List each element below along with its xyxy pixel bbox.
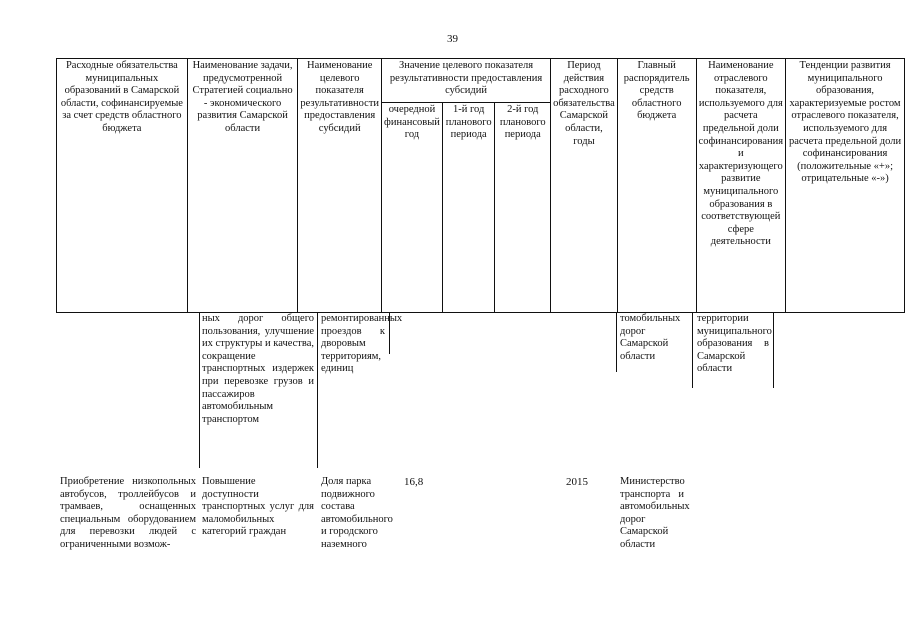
header-col-plan-year-1: 1-й год планового периода	[442, 103, 495, 313]
header-col-obligations: Расходные обязательства муниципальных образований в Самарской области, софинансируемые за счет средств областного бюджета	[57, 59, 188, 313]
row1-manager-text: томобильных дорог Самарской области	[620, 313, 681, 362]
row1-sector-indicator-text: территории муниципального образования в Самарской области	[697, 313, 772, 375]
header-col-sector-indicator: Наименование отраслевого показателя, используемого для расчета предельной доли софинансирования и характеризующего развитие муниципального образования в соответствующей сфере деятельности	[696, 59, 786, 313]
row2-manager-text: Министерство транспорта и автомобильных дорог Самарской области	[620, 476, 690, 550]
header-col-trends: Тенденции развития муниципального образования, характеризуемые ростом отраслевого показателя, используемого для расчета предельной доли софинансирования (положительные «+»; отрицательные «-»)	[786, 59, 905, 313]
row1-task-text: ных дорог общего пользования, улучшение их структуры и качества, сокращение транспортных издержек при перевозке грузов и пассажиров автомобильным транспортом	[202, 313, 314, 425]
header-col-indicator-value-group: Значение целевого показателя результативности предоставления субсидий	[382, 59, 551, 103]
column-divider	[692, 312, 693, 388]
header-col-manager: Главный распорядитель средств областного бюджета	[617, 59, 696, 313]
column-divider	[317, 312, 318, 468]
row2-obligation-text: Приобретение низкопольных автобусов, троллейбусов и трамваев, оснащенных специальным оборудованием для перевозки людей с ограниченными возмож-	[60, 476, 196, 550]
header-col-plan-year-2: 2-й год планового периода	[495, 103, 551, 313]
row1-indicator-text: ремонтированных проездов к дворовым территориям, единиц	[321, 313, 403, 375]
row2-value-next-year: 16,8	[404, 476, 424, 488]
page-number: 39	[447, 33, 458, 45]
table-header	[56, 58, 905, 313]
header-col-task: Наименование задачи, предусмотренной Стратегией социально - экономического развития Самарской области	[187, 59, 298, 313]
column-divider	[616, 312, 617, 372]
header-col-indicator-name: Наименование целевого показателя результативности предоставления субсидий	[298, 59, 382, 313]
column-divider	[773, 312, 774, 388]
column-divider	[199, 312, 200, 468]
row2-task-text: Повышение доступности транспортных услуг для маломобильных категорий граждан	[202, 476, 314, 538]
row2-period: 2015	[566, 476, 588, 488]
header-col-period: Период действия расходного обязательства Самарской области, годы	[551, 59, 618, 313]
header-col-next-year: очередной финансовый год	[382, 103, 443, 313]
row2-indicator-text: Доля парка подвижного состава автомобильного и городского наземного	[321, 476, 393, 550]
